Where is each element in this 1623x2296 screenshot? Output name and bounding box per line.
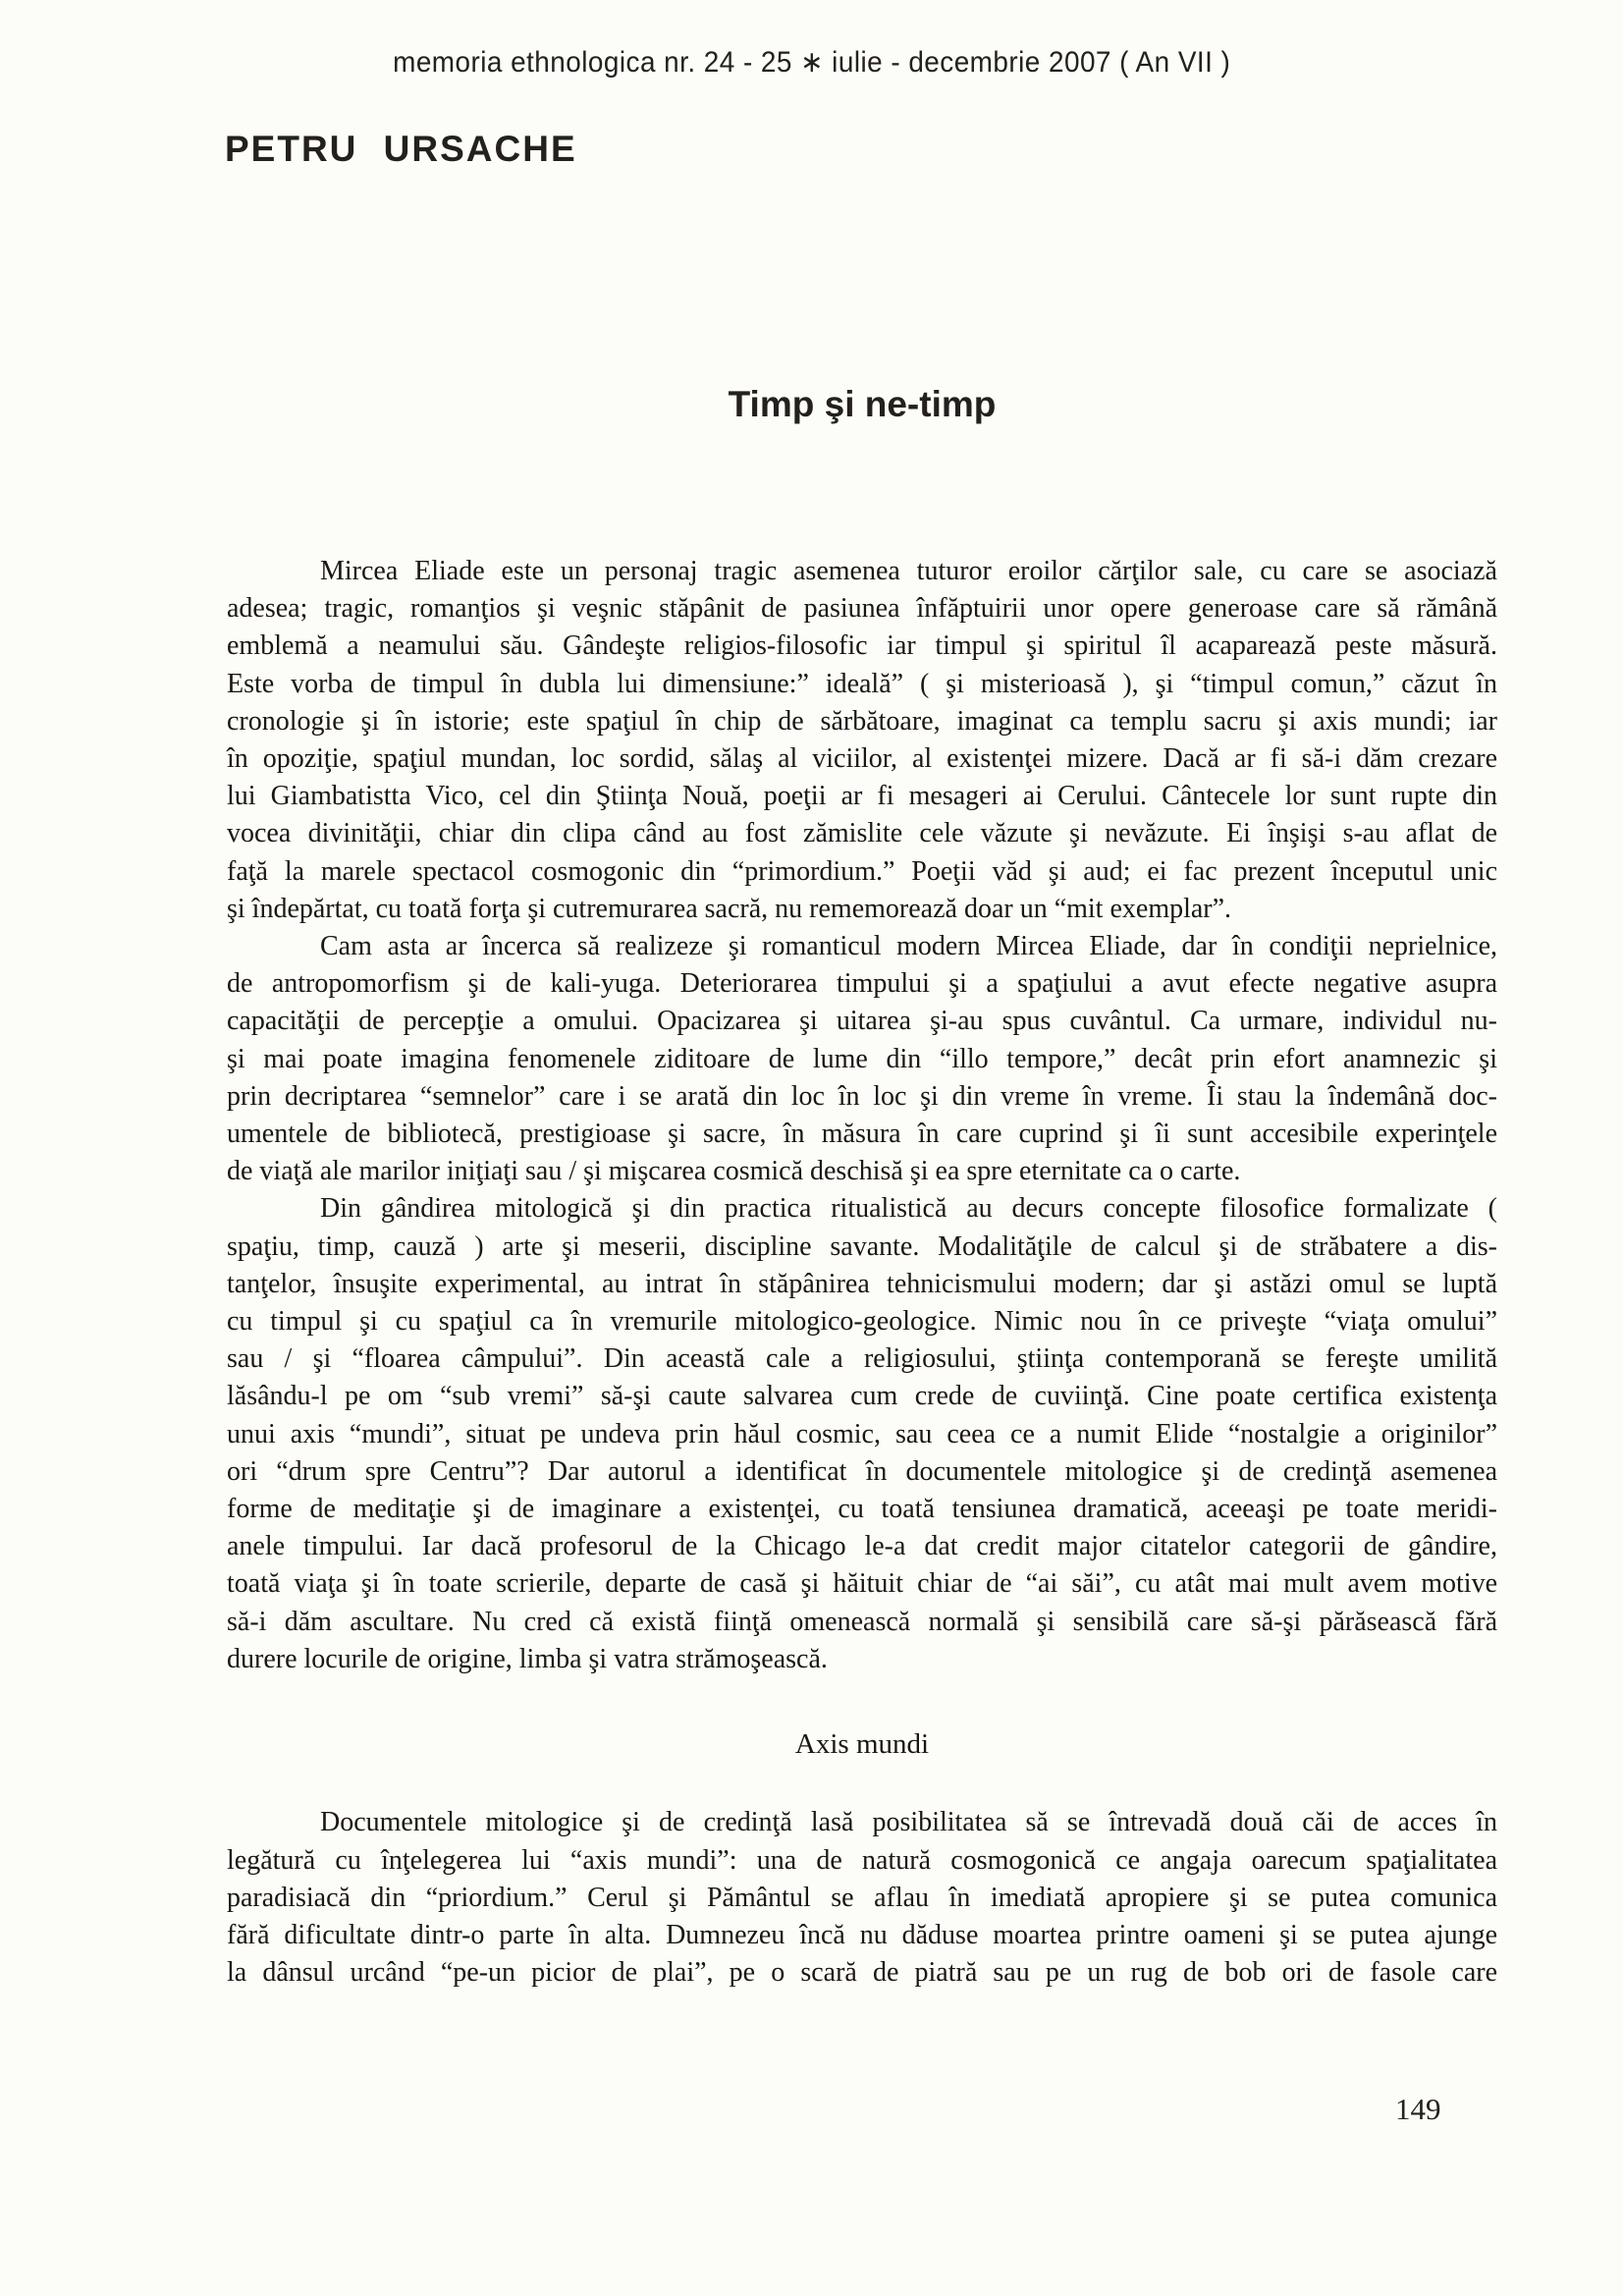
article-body	[227, 553, 1497, 1992]
body-line: fără dificultate dintr-o parte în alta. Dumnezeu încă nu dăduse moartea printre oameni şi se putea ajunge	[227, 1919, 1497, 1950]
paragraph	[227, 928, 1497, 1190]
author-name: PETRU URSACHE	[225, 129, 577, 169]
body-line: cu timpul şi cu spaţiul ca în vremurile mitologico-geologice. Nimic nou în ce priveşte “viaţa omului”	[227, 1306, 1497, 1338]
body-line: paradisiacă din “priordium.” Cerul şi Pământul se aflau în imediată apropiere şi se putea comunica	[227, 1882, 1497, 1913]
body-line: tanţelor, însuşite experimental, au intrat în stăpânirea tehnicismului modern; dar şi astăzi omul se luptă	[227, 1268, 1497, 1299]
page-number: 149	[1395, 2092, 1441, 2126]
body-line: emblemă a neamului său. Gândeşte religios-filosofic iar timpul şi spiritul îl acaparează peste măsură.	[227, 630, 1497, 662]
body-line: umentele de bibliotecă, prestigioase şi sacre, în măsura în care cuprind şi îi sunt accesibile experinţele	[227, 1119, 1497, 1150]
paragraph	[227, 1804, 1497, 1992]
body-line: în opoziţie, spaţiul mundan, loc sordid, sălaş al viciilor, al existenţei mizere. Dacă ar fi să-i dăm crezare	[227, 743, 1497, 775]
body-line: faţă la marele spectacol cosmogonic din “primordium.” Poeţii văd şi aud; ei fac prezent începutul unic	[227, 855, 1497, 887]
body-line: spaţiu, timp, cauză ) arte şi meserii, discipline savante. Modalităţile de calcul şi de străbatere a dis-	[227, 1230, 1497, 1262]
body-line: lăsându-l pe om “sub vremi” să-şi caute salvarea cum crede de cuviinţă. Cine poate certifica existenţa	[227, 1381, 1497, 1412]
body-line: forme de meditaţie şi de imaginare a existenţei, cu toată tensiunea dramatică, aceeaşi pe toate meridi-	[227, 1494, 1497, 1525]
body-line: durere locurile de origine, limba şi vatra strămoşească.	[227, 1643, 828, 1674]
body-line: de antropomorfism şi de kali-yuga. Deteriorarea timpului şi a spaţiului a avut efecte negative asupra	[227, 968, 1497, 1000]
body-line: şi mai poate imagina fenomenele ziditoare de lume din “illo tempore,” decât prin efort anamnezic şi	[227, 1043, 1497, 1074]
body-line: prin decriptarea “semnelor” care i se arată din loc în loc şi din vreme în vreme. Îi stau la îndemână doc-	[227, 1080, 1497, 1112]
body-line: vocea divinităţii, chiar din clipa când au fost zămislite cele văzute şi nevăzute. Ei înşişi s-au aflat de	[227, 818, 1497, 849]
journal-header-text: memoria ethnologica nr. 24 - 25 ∗ iulie - decembrie 2007 ( An VII )	[392, 46, 1231, 79]
paragraph	[227, 1190, 1497, 1678]
body-line: anele timpului. Iar dacă profesorul de la Chicago le-a dat credit major citatelor categorii de gândire,	[227, 1531, 1497, 1562]
body-line: lui Giambatistta Vico, cel din Ştiinţa Nouă, poeţii ar fi mesageri ai Cerului. Cântecele lor sunt rupte din	[227, 781, 1497, 812]
body-line: de viaţă ale marilor iniţiaţi sau / şi mişcarea cosmică deschisă şi ea spre eternitate ca o carte.	[227, 1156, 1241, 1187]
body-line: şi îndepărtat, cu toată forţa şi cutremurarea sacră, nu rememorează doar un “mit exemplar”.	[227, 893, 1232, 924]
body-line: Din gândirea mitologică şi din practica ritualistică au decurs concepte filosofice formalizate (	[320, 1193, 1497, 1225]
body-line: să-i dăm ascultare. Nu cred că există fiinţă omenească normală şi sensibilă care să-şi părăsească fără	[227, 1606, 1497, 1637]
body-line: Este vorba de timpul în dubla lui dimensiune:” ideală” ( şi misterioasă ), şi “timpul comun,” căzut în	[227, 668, 1497, 699]
body-line: Cam asta ar încerca să realizeze şi romanticul modern Mircea Eliade, dar în condiţii neprielnice,	[320, 931, 1497, 962]
article-title: Timp şi ne-timp	[728, 384, 997, 424]
body-line: sau / şi “floarea câmpului”. Din această cale a religiosului, ştiinţa contemporană se fereşte umilită	[227, 1343, 1497, 1375]
paragraph	[227, 553, 1497, 928]
body-line: unui axis “mundi”, situat pe undeva prin hăul cosmic, sau ceea ce a numit Elide “nostalgie a originilor”	[227, 1418, 1497, 1449]
section-heading: Axis mundi	[794, 1728, 930, 1761]
body-line: adesea; tragic, romanţios şi veşnic stăpânit de pasiunea înfăptuirii unor opere generoase care să rămână	[227, 593, 1497, 625]
body-line: toată viaţa şi în toate scrierile, departe de casă şi hăituit chiar de “ai săi”, cu atât mai mult avem motive	[227, 1568, 1497, 1600]
body-line: cronologie şi în istorie; este spaţiul în chip de sărbătoare, imaginat ca templu sacru şi axis mundi; iar	[227, 705, 1497, 737]
body-line: Documentele mitologice şi de credinţă lasă posibilitatea să se întrevadă două căi de acces în	[320, 1807, 1497, 1838]
body-line: Mircea Eliade este un personaj tragic asemenea tuturor eroilor cărţilor sale, cu care se asociază	[320, 556, 1497, 586]
body-line: capacităţii de percepţie a omului. Opacizarea şi uitarea şi-au spus cuvântul. Ca urmare, individul nu-	[227, 1006, 1497, 1037]
journal-header	[0, 45, 1623, 80]
body-line: la dânsul urcând “pe-un picior de plai”, pe o scară de piatră sau pe un rug de bob ori de fasole care	[227, 1957, 1497, 1989]
body-line: ori “drum spre Centru”? Dar autorul a identificat în documentele mitologice şi de credinţă asemenea	[227, 1455, 1497, 1487]
body-line: legătură cu înţelegerea lui “axis mundi”: una de natură cosmogonică ce angaja oarecum spaţialitatea	[227, 1844, 1497, 1876]
